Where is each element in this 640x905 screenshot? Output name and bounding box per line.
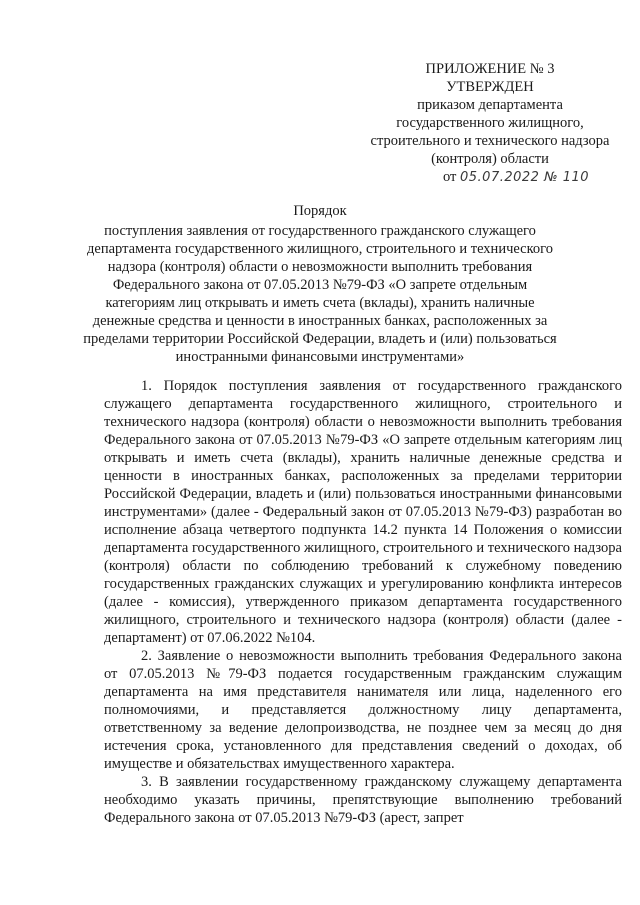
title-subtitle: поступления заявления от государственного гражданского служащего департамента государственного жилищного, строительного и технического надзора (контроля) области о невозможности выполнить требования Федерального закона от 07.05.2013 №79-ФЗ «О запрете отдельным категориям лиц открывать и иметь счета (вклады), хранить наличные денежные средства и ценности в иностранных банках, расположенных за пределами территории Российской Федерации, владеть и (или) пользоваться иностранными финансовыми инструментами» xyxy=(83,223,557,365)
order-line-3: строительного и технического надзора xyxy=(370,133,610,149)
order-line-4: (контроля) области xyxy=(431,151,549,167)
date-prefix: от xyxy=(442,169,457,185)
handwritten-date-number: 05.07.2022 № 110 xyxy=(460,170,590,185)
paragraph-2: 2. Заявление о невозможности выполнить требования Федерального закона от 07.05.2013 №79-ФЗ подается государственным гражданским служащим департамента на имя представителя нанимателя или лица, наделенного его полномочиями, и представляется должностному лицу департамента, ответственному за ведение делопроизводства, не позднее чем за месяц до дня истечения срока, установленного для представления сведений о доходах, об имуществе и обязательствах имущественного характера. xyxy=(104,648,622,772)
order-line-2: государственного жилищного, xyxy=(396,115,584,131)
title-word: Порядок xyxy=(293,203,347,219)
appendix-number: ПРИЛОЖЕНИЕ № 3 xyxy=(425,61,555,77)
order-date-line xyxy=(366,168,640,187)
order-line-1: приказом департамента xyxy=(417,97,563,113)
approval-stamp-block xyxy=(340,60,640,187)
paragraph-3: 3. В заявлении государственному гражданскому служащему департамента необходимо указать причины, препятствующие выполнению требований Федерального закона от 07.05.2013 №79-ФЗ (арест, запрет xyxy=(104,774,622,826)
approved-label: УТВЕРЖДЕН xyxy=(446,79,534,95)
document-body xyxy=(104,377,622,827)
document-title xyxy=(80,202,560,366)
paragraph-1: 1. Порядок поступления заявления от государственного гражданского служащего департамента государственного жилищного, строительного и технического надзора (контроля) области о невозможности выполнить требования Федерального закона от 07.05.2013 №79-ФЗ «О запрете отдельным категориям лиц открывать и иметь счета (вклады), хранить наличные денежные средства и ценности в иностранных банках, расположенных за пределами территории Российской Федерации, владеть и (или) пользоваться иностранными финансовыми инструментами» (далее - Федеральный закон от 07.05.2013 №79-ФЗ) разработан во исполнение абзаца четвертого подпункта 14.2 пункта 14 Положения о комиссии департамента государственного жилищного, строительного и технического надзора (контроля) области по соблюдению требований к служебному поведению государственных гражданских служащих и урегулированию конфликта интересов (далее - комиссия), утвержденного приказом департамента государственного жилищного, строительного и технического надзора (контроля) области (далее - департамент) от 07.06.2022 №104. xyxy=(104,378,622,646)
